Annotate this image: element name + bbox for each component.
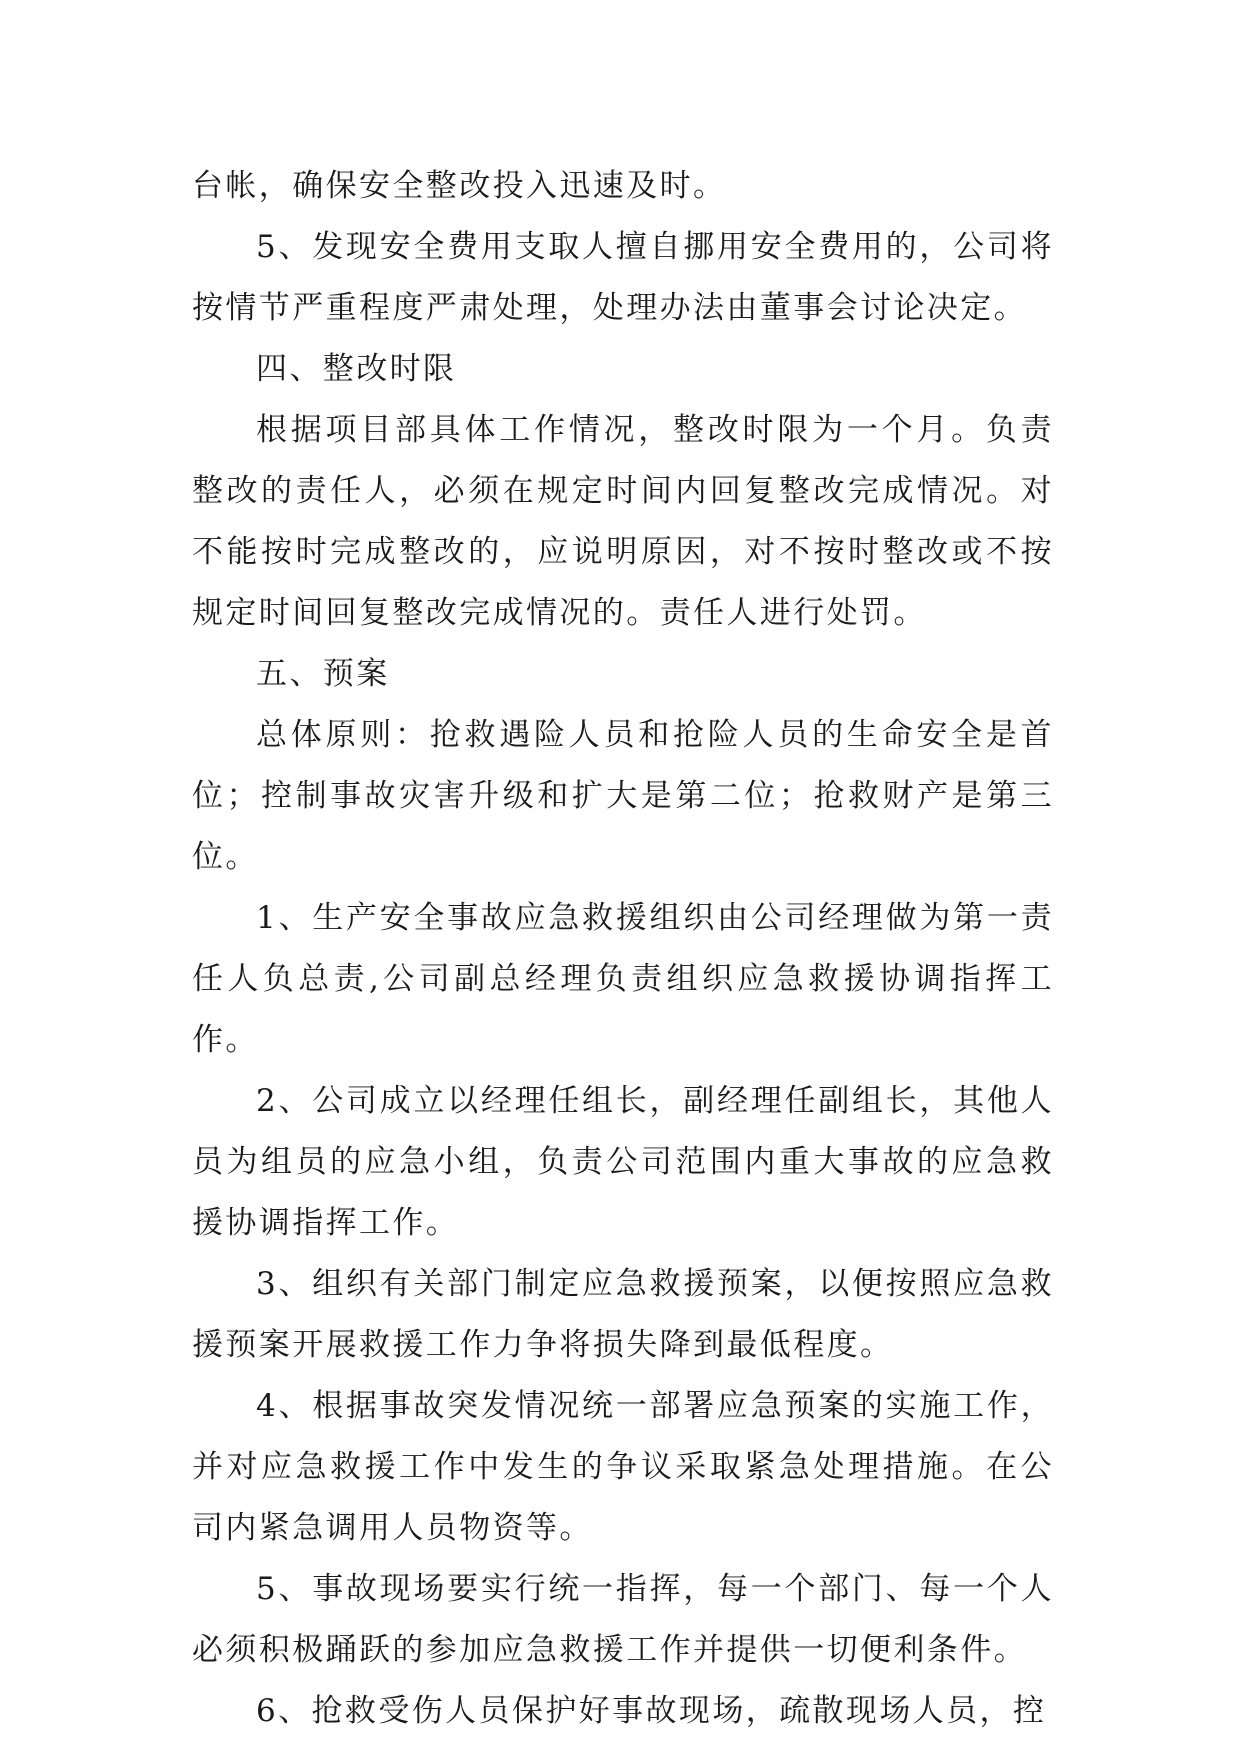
paragraph-plan-item-2: 2、公司成立以经理任组长，副经理任副组长，其他人员为组员的应急小组，负责公司范围内重大事故的应急救援协调指挥工作。 (192, 1083, 1054, 1241)
paragraph-plan-item-4: 4、根据事故突发情况统一部署应急预案的实施工作，并对应急救援工作中发生的争议采取紧急处理措施。在公司内紧急调用人员物资等。 (192, 1388, 1054, 1546)
paragraph-plan-item-1: 1、生产安全事故应急救援组织由公司经理做为第一责任人负总责,公司副总经理负责组织应急救援协调指挥工作。 (192, 900, 1054, 1058)
section-heading-deadline: 四、整改时限 (256, 351, 457, 387)
paragraph-item-5-fees: 5、发现安全费用支取人擅自挪用安全费用的，公司将按情节严重程度严肃处理，处理办法由董事会讨论决定。 (192, 229, 1054, 326)
document-body (192, 156, 1054, 1742)
section-heading-plan: 五、预案 (256, 656, 390, 692)
paragraph-plan-item-3: 3、组织有关部门制定应急救援预案，以便按照应急救援预案开展救援工作力争将损失降到最低程度。 (192, 1266, 1054, 1363)
paragraph-continuation: 台帐，确保安全整改投入迅速及时。 (192, 168, 727, 204)
paragraph-plan-item-5: 5、事故现场要实行统一指挥，每一个部门、每一个人必须积极踊跃的参加应急救援工作并提供一切便利条件。 (192, 1571, 1054, 1668)
paragraph-principle: 总体原则：抢救遇险人员和抢险人员的生命安全是首位；控制事故灾害升级和扩大是第二位；抢救财产是第三位。 (192, 717, 1054, 875)
paragraph-deadline: 根据项目部具体工作情况，整改时限为一个月。负责整改的责任人，必须在规定时间内回复整改完成情况。对不能按时完成整改的，应说明原因，对不按时整改或不按规定时间回复整改完成情况的。责任人进行处罚。 (192, 412, 1054, 631)
paragraph-plan-item-6: 6、抢救受伤人员保护好事故现场，疏散现场人员，控 (256, 1693, 1047, 1729)
